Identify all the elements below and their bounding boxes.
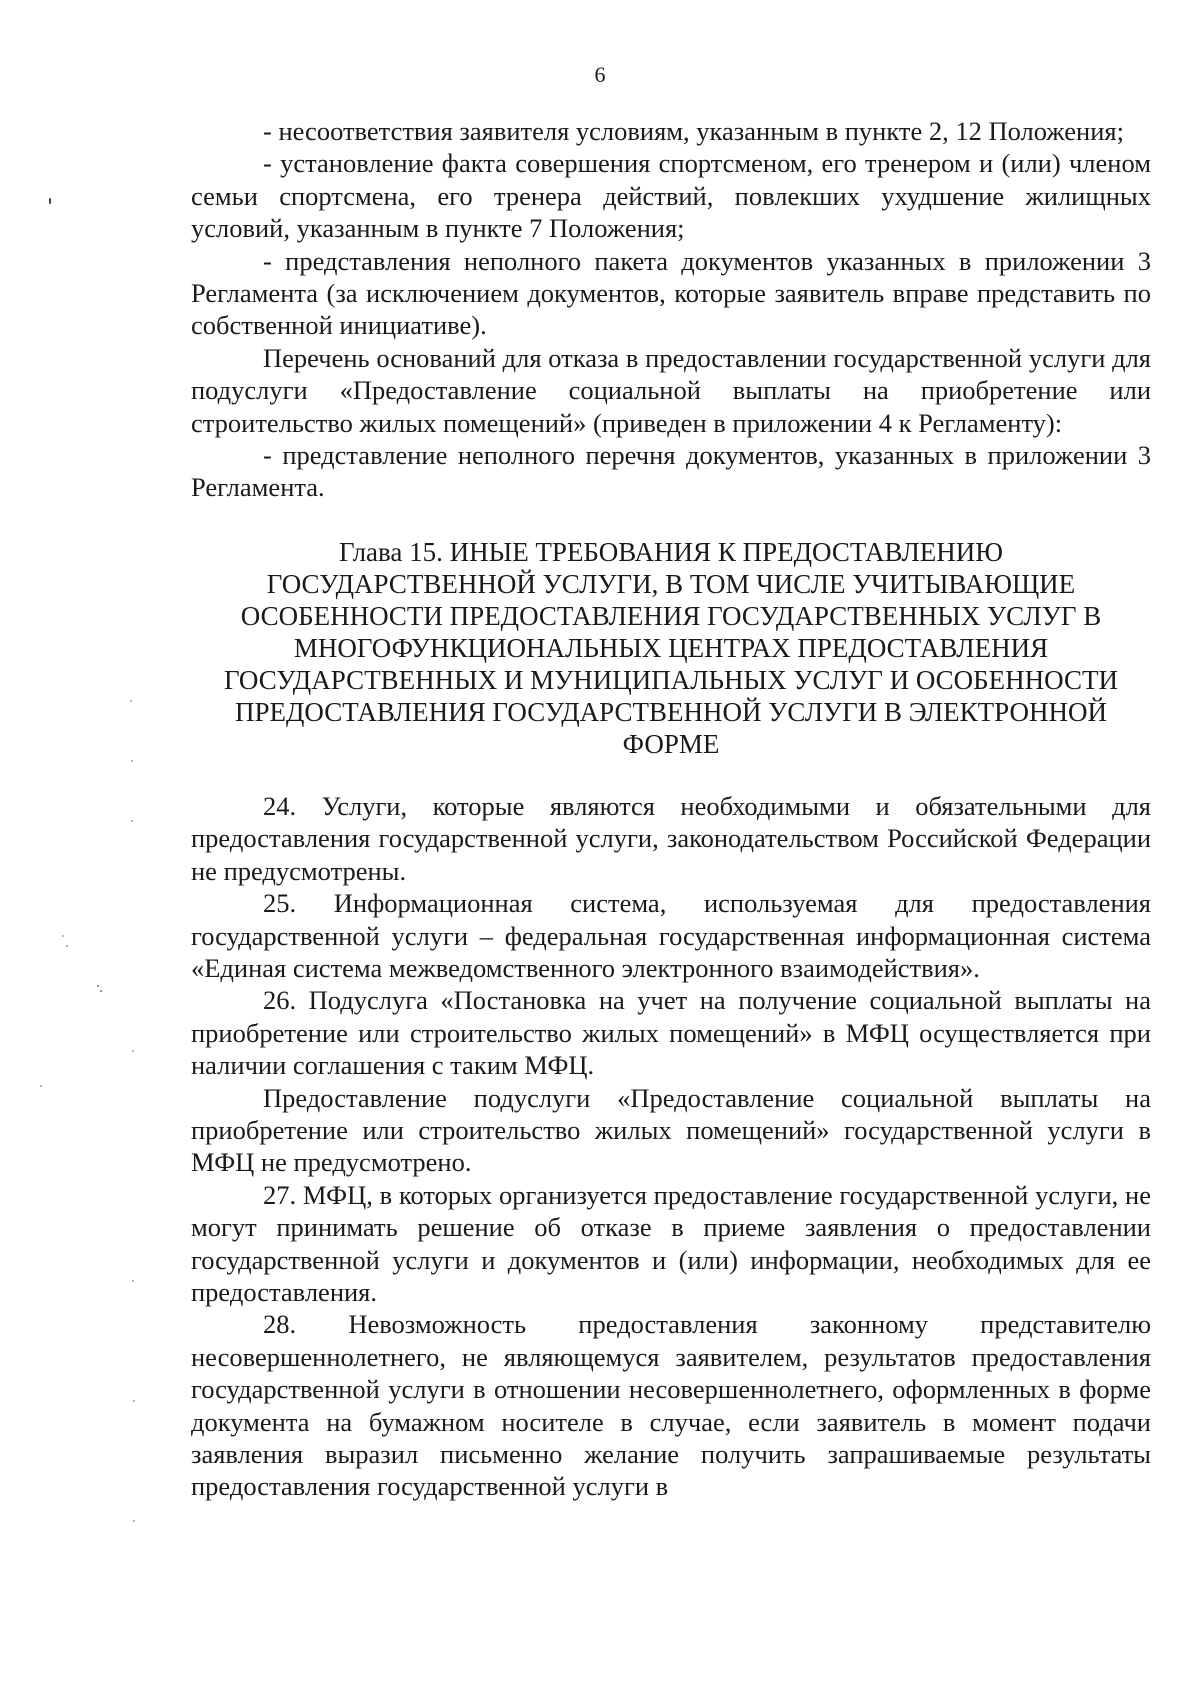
paragraph: - представление неполного перечня документов, указанных в приложении 3 Регламента. [191, 440, 1151, 503]
paragraph: - несоответствия заявителя условиям, указанным в пункте 2, 12 Положения; [263, 116, 1124, 146]
chapter-heading-line: ФОРМЕ [622, 728, 720, 759]
scan-speck [133, 1400, 135, 1402]
scan-speck [66, 945, 68, 947]
chapter-heading-line: ГОСУДАРСТВЕННОЙ УСЛУГИ, В ТОМ ЧИСЛЕ УЧИТЫВАЮЩИЕ [266, 568, 1076, 599]
scan-speck [97, 985, 99, 987]
paragraph: - представления неполного пакета документов указанных в приложении 3 Регламента (за исключением документов, которые заявитель вправе представить по собственной инициативе). [191, 245, 1151, 341]
paragraph-item-27: 27. МФЦ, в которых организуется предоставление государственной услуги, не могут принимать решение об отказе в приеме заявления о предоставлении государственной услуги и документов и (или) информации, необходимых для ее предоставления. [191, 1179, 1151, 1307]
paragraph: - установление факта совершения спортсменом, его тренером и (или) членом семьи спортсмена, его тренера действий, повлекших ухудшение жилищных условий, указанным в пункте 7 Положения; [191, 148, 1151, 244]
scan-speck [40, 1085, 42, 1087]
chapter-heading [191, 536, 1151, 760]
scan-speck [133, 1520, 135, 1522]
scan-speck [49, 198, 51, 204]
scan-speck [132, 1280, 134, 1282]
scan-speck [130, 700, 132, 702]
scan-speck [132, 1050, 134, 1052]
scan-speck [100, 990, 102, 992]
chapter-heading-line: Глава 15. ИНЫЕ ТРЕБОВАНИЯ К ПРЕДОСТАВЛЕНИЮ [338, 536, 1004, 567]
scan-speck [62, 935, 64, 937]
document-body [191, 115, 1151, 1503]
paragraph: Перечень оснований для отказа в предоставлении государственной услуги для подуслуги «Предоставление социальной выплаты на приобретение или строительство жилых помещений» (приведен в приложении 4 к Регламенту): [191, 342, 1151, 438]
paragraph-item-25: 25. Информационная система, используемая для предоставления государственной услуги – федеральная государственная информационная система «Единая система межведомственного электронного взаимодействия». [191, 888, 1151, 983]
chapter-heading-line: МНОГОФУНКЦИОНАЛЬНЫХ ЦЕНТРАХ ПРЕДОСТАВЛЕНИЯ [293, 632, 1049, 663]
scan-speck [131, 820, 133, 822]
page-number: 6 [594, 62, 606, 87]
chapter-heading-line: ПРЕДОСТАВЛЕНИЯ ГОСУДАРСТВЕННОЙ УСЛУГИ В ЭЛЕКТРОННОЙ [234, 696, 1108, 727]
paragraph-item-26: 26. Подуслуга «Постановка на учет на получение социальной выплаты на приобретение или строительство жилых помещений» в МФЦ осуществляется при наличии соглашения с таким МФЦ. [191, 985, 1151, 1081]
scan-speck [131, 760, 133, 762]
paragraph: Предоставление подуслуги «Предоставление социальной выплаты на приобретение или строительство жилых помещений» государственной услуги в МФЦ не предусмотрено. [191, 1082, 1151, 1178]
paragraph-item-24: 24. Услуги, которые являются необходимыми и обязательными для предоставления государственной услуги, законодательством Российской Федерации не предусмотрены. [191, 790, 1151, 886]
chapter-heading-line: ОСОБЕННОСТИ ПРЕДОСТАВЛЕНИЯ ГОСУДАРСТВЕННЫХ УСЛУГ В [240, 600, 1102, 631]
paragraph-item-28: 28. Невозможность предоставления законному представителю несовершеннолетнего, не являющемуся заявителем, результатов предоставления государственной услуги в отношении несовершеннолетнего, оформленных в форме документа на бумажном носителе в случае, если заявитель в момент подачи заявления выразил письменно желание получить запрашиваемые результаты предоставления государственной услуги в [191, 1309, 1151, 1502]
chapter-heading-line: ГОСУДАРСТВЕННЫХ И МУНИЦИПАЛЬНЫХ УСЛУГ И ОСОБЕННОСТИ [224, 664, 1118, 695]
